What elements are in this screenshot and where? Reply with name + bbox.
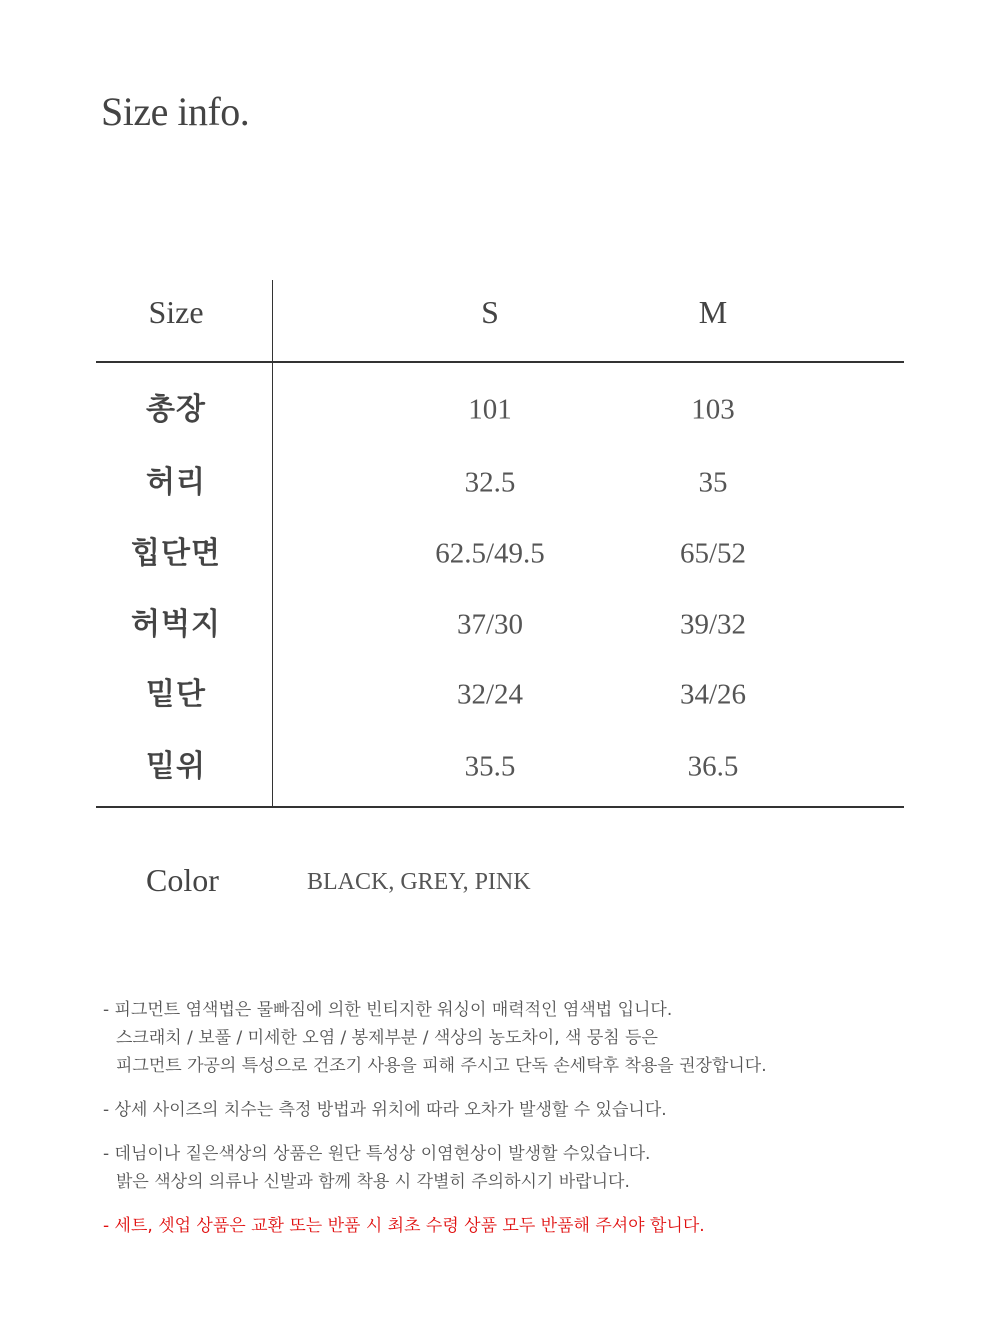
cell-rise-m: 36.5 [687,750,739,783]
header-m: M [698,294,728,330]
note-set-return-warning [103,1212,963,1240]
table-vertical-divider [272,280,273,808]
color-value: BLACK, GREY, PINK [307,869,531,895]
note-line: - 세트, 셋업 상품은 교환 또는 반품 시 최초 수령 상품 모두 반품해 주셔야 합니다. [103,1216,705,1236]
row-label-rise: 밑위 [146,749,206,784]
cell-hem-s: 32/24 [456,678,524,711]
notes-section [103,996,963,1240]
size-table [96,280,904,808]
header-s: S [481,294,499,330]
note-line: - 상세 사이즈의 치수는 측정 방법과 위치에 따라 오차가 발생할 수 있습니다. [103,1100,667,1120]
row-label-thigh: 허벅지 [131,607,221,642]
cell-hem-m: 34/26 [679,678,747,711]
cell-hip-m: 65/52 [679,537,747,570]
row-label-waist: 허리 [146,465,206,500]
cell-thigh-m: 39/32 [679,608,747,641]
row-label-total-length: 총장 [146,392,206,427]
cell-total-length-m: 103 [691,393,735,426]
note-measurement-tolerance [103,1096,963,1124]
cell-total-length-s: 101 [468,393,512,426]
note-line: 밝은 색상의 의류나 신발과 함께 착용 시 각별히 주의하시기 바랍니다. [116,1172,630,1192]
header-size: Size [148,294,204,330]
cell-rise-s: 35.5 [464,750,516,783]
cell-waist-m: 35 [698,466,728,499]
note-color-transfer [103,1140,963,1196]
page-title: Size info. [101,89,250,134]
row-label-hip: 힙단면 [131,536,221,571]
color-label: Color [146,862,219,898]
note-pigment-dye [103,996,963,1080]
cell-waist-s: 32.5 [464,466,516,499]
row-label-hem: 밑단 [146,677,206,712]
cell-hip-s: 62.5/49.5 [435,537,545,570]
note-line: 스크래치 / 보풀 / 미세한 오염 / 봉제부분 / 색상의 농도차이, 색 뭉침 등은 [116,1028,658,1048]
table-bottom-divider [96,806,904,808]
note-line: 피그먼트 가공의 특성으로 건조기 사용을 피해 주시고 단독 손세탁후 착용을 권장합니다. [116,1056,767,1076]
note-line: - 피그먼트 염색법은 물빠짐에 의한 빈티지한 워싱이 매력적인 염색법 입니다. [103,1000,673,1020]
table-header-divider [96,361,904,363]
cell-thigh-s: 37/30 [456,608,524,641]
note-line: - 데님이나 짙은색상의 상품은 원단 특성상 이염현상이 발생할 수있습니다. [103,1144,651,1164]
